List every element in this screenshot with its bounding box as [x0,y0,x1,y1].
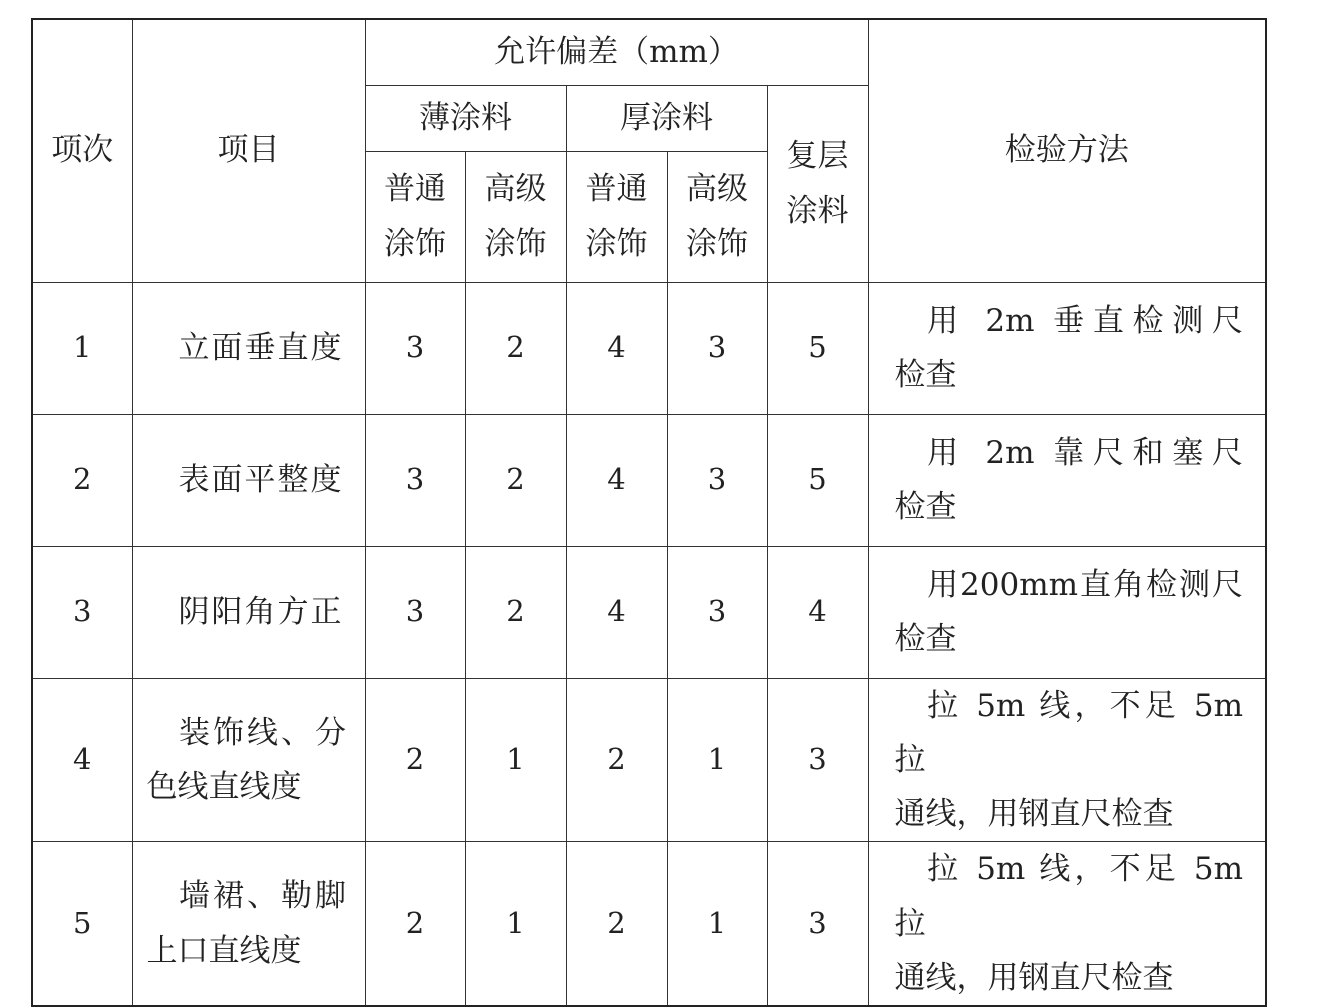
row-item-line1: 装饰线、分 [179,714,350,751]
row-index: 5 [32,842,132,1006]
row-item-line1: 墙裙、勒脚 [179,878,350,915]
header-thick-advanced [667,151,767,282]
row-value-thick-normal: 2 [566,842,667,1006]
row-value-multi-coating: 4 [767,546,868,678]
row-index: 4 [32,678,132,842]
row-item: 阴阳角方正 [132,546,365,678]
row-value-thick-advanced: 3 [667,282,767,414]
row-value-thick-advanced: 1 [667,678,767,842]
header-thin-advanced-line1: 高级 [484,171,547,208]
row-value-thin-normal: 3 [365,414,465,546]
row-item [132,678,365,842]
row-method-line2: 检查 [894,621,957,657]
header-tolerance: 允许偏差（mm） [365,19,868,85]
row-method [868,414,1266,546]
header-multi-coating [767,85,868,282]
header-item: 项目 [132,19,365,282]
header-thin-advanced [465,151,566,282]
header-thin-normal-line2: 涂饰 [384,225,446,262]
row-value-thick-advanced: 3 [667,546,767,678]
row-index: 1 [32,282,132,414]
row-item-line2: 上口直线度 [146,932,302,969]
row-value-thick-normal: 4 [566,546,667,678]
row-value-thin-advanced: 2 [465,414,566,546]
row-item [132,842,365,1006]
header-multi-coating-line2: 涂料 [786,192,849,229]
row-value-thick-normal: 4 [566,282,667,414]
header-thin-advanced-line2: 涂饰 [484,225,547,262]
table-row [32,414,1266,546]
row-method-line1: 拉 5m 线，不足 5m 拉 [894,851,1244,942]
row-method-line1: 拉 5m 线，不足 5m 拉 [894,687,1244,778]
header-thick-normal-line2: 涂饰 [585,225,648,262]
row-value-thick-advanced: 3 [667,414,767,546]
row-value-thin-normal: 3 [365,282,465,414]
row-method [868,282,1266,414]
row-value-thin-advanced: 2 [465,546,566,678]
header-thin-coating: 薄涂料 [365,85,566,151]
row-method-line1: 用200mm直角检测尺 [927,566,1244,603]
row-value-thick-normal: 4 [566,414,667,546]
row-value-thick-advanced: 1 [667,842,767,1006]
tolerance-table [31,18,1267,1007]
row-item-line2: 色线直线度 [146,768,302,805]
header-thin-normal [365,151,465,282]
row-value-thin-normal: 3 [365,546,465,678]
header-method: 检验方法 [868,19,1266,282]
row-value-thick-normal: 2 [566,678,667,842]
header-multi-coating-line1: 复层 [786,138,849,175]
row-index: 3 [32,546,132,678]
row-value-multi-coating: 5 [767,414,868,546]
header-thick-advanced-line2: 涂饰 [686,225,748,262]
row-value-multi-coating: 5 [767,282,868,414]
row-method-line2: 检查 [894,357,957,393]
row-method-line2: 通线，用钢直尺检查 [894,959,1174,996]
header-thick-coating: 厚涂料 [566,85,767,151]
header-row-1 [32,19,1266,85]
table-row [32,678,1266,842]
header-thick-advanced-line1: 高级 [686,171,748,208]
row-method [868,842,1266,1006]
row-item: 表面平整度 [132,414,365,546]
row-value-thin-advanced: 1 [465,678,566,842]
row-value-thin-normal: 2 [365,842,465,1006]
header-thin-normal-line1: 普通 [384,171,446,208]
row-method [868,546,1266,678]
row-method-line2: 检查 [894,489,957,525]
row-item: 立面垂直度 [132,282,365,414]
row-value-multi-coating: 3 [767,678,868,842]
table-row [32,842,1266,1006]
row-method [868,678,1266,842]
table-row [32,546,1266,678]
row-value-thin-advanced: 2 [465,282,566,414]
row-value-multi-coating: 3 [767,842,868,1006]
row-index: 2 [32,414,132,546]
header-thick-normal [566,151,667,282]
row-value-thin-normal: 2 [365,678,465,842]
header-thick-normal-line1: 普通 [585,171,648,208]
table-row [32,282,1266,414]
header-index: 项次 [32,19,132,282]
row-value-thin-advanced: 1 [465,842,566,1006]
row-method-line1: 用 2m 靠尺和塞尺 [927,434,1244,471]
row-method-line2: 通线，用钢直尺检查 [894,796,1174,832]
row-method-line1: 用 2m 垂直检测尺 [927,302,1244,339]
